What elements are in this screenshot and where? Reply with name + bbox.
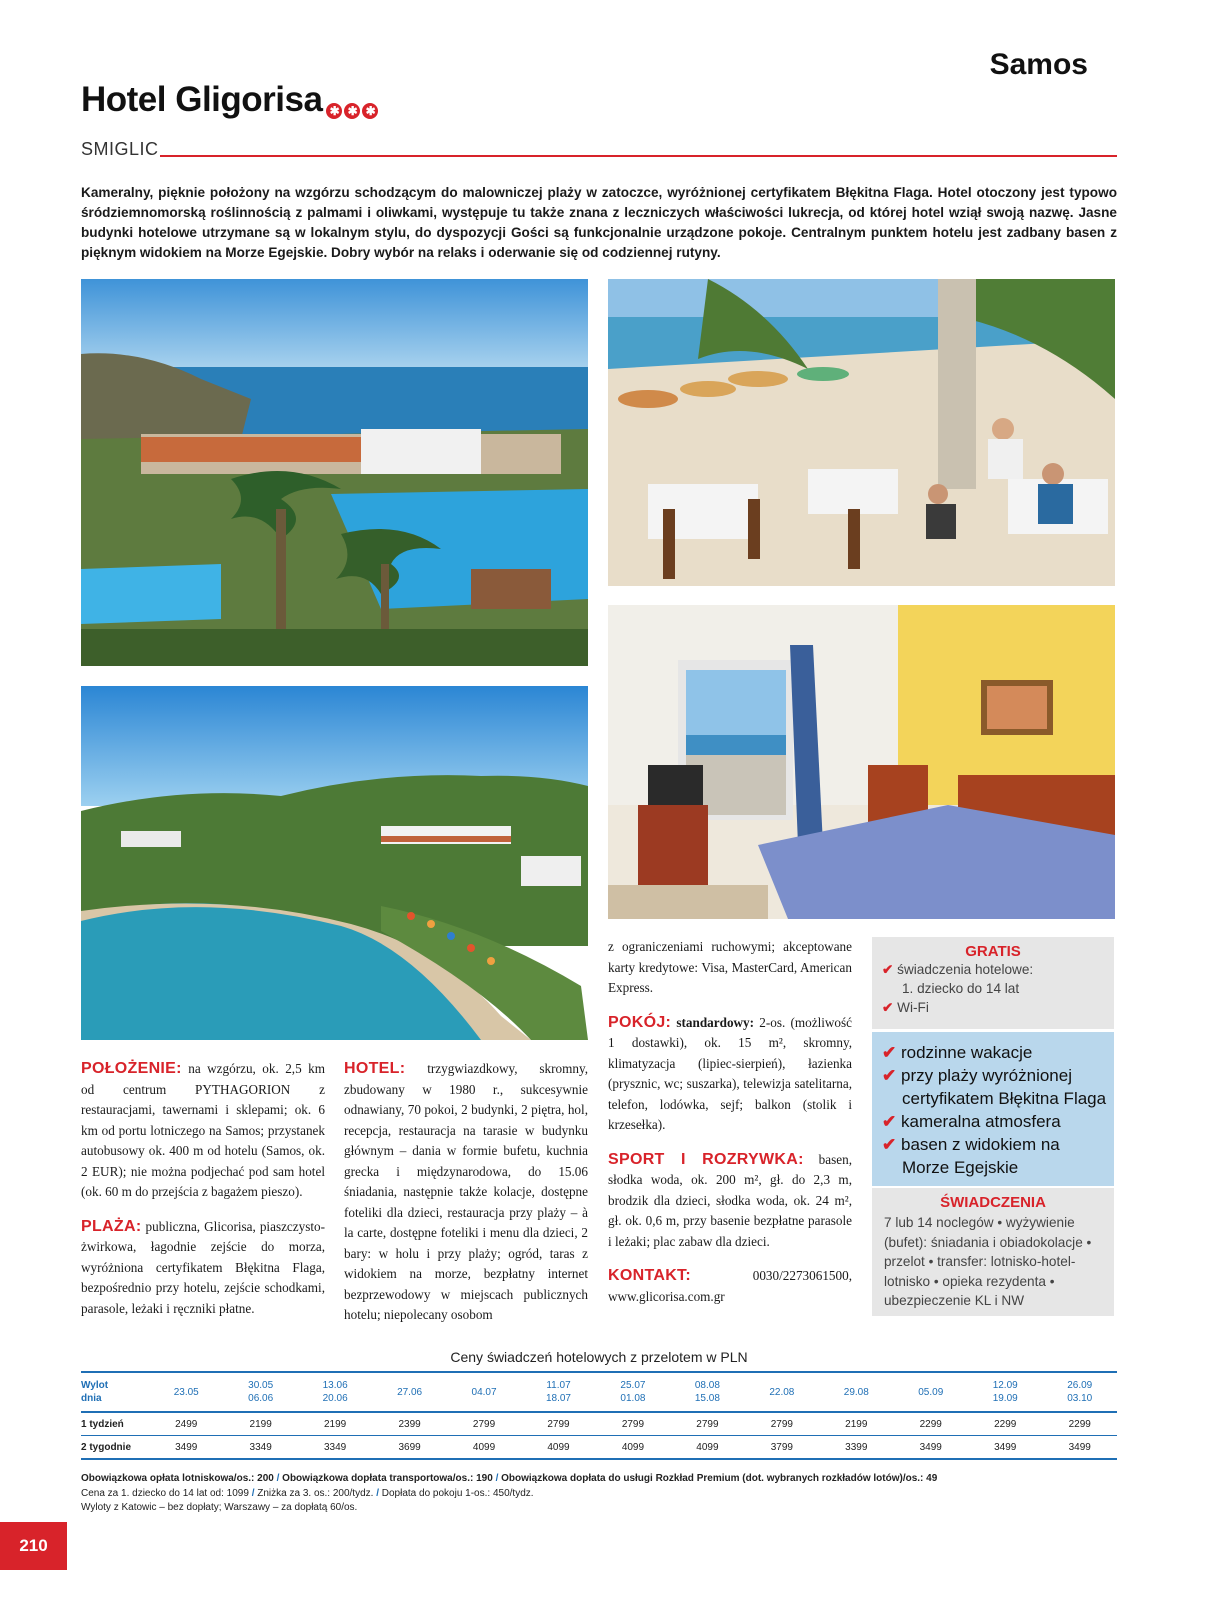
price-cell: 2499 <box>149 1412 223 1436</box>
intro-paragraph: Kameralny, pięknie położony na wzgórzu schodzącym do malowniczej plaży w zatoczce, wyróżnionej certyfikatem Błękitna Flaga. Hotel otoczony jest typowo śródziemnomorską roślinnością z palmami i oliwkami, występuje tu także znana z leczniczych właściwości lukrecja, od której hotel wziął swoją nazwę. Jasne budynki hotelowe utrzymane są w lokalnym stylu, do dyspozycji Gości są funkcjonalnie urządzone pokoje. Centralnym punktem hotelu jest zadbany basen z pięknym widokiem na Morze Egejskie. Dobry wybór na relaks i oderwanie się od codziennej rutyny. <box>81 185 1117 260</box>
departure-date: 27.06 <box>397 1386 423 1398</box>
footnote-line: Wyloty z Katowic – bez dopłaty; Warszawy – za dopłatą 60/os. <box>81 1502 358 1513</box>
duration-label: 1 tydzień <box>81 1412 149 1436</box>
price-cell: 4099 <box>521 1436 595 1460</box>
room-text: 2-os. (możliwość 1 dostawki), ok. 15 m², skromny, klimatyzacja (lipiec-sierpień), łazienka (prysznic, wc; suszarka), telewizja satelitarna, telefon, lodówka, sejf; balkon (stolik i krzesełka). <box>608 1014 853 1132</box>
check-icon: ✔ <box>882 1000 894 1015</box>
price-cell: 3499 <box>968 1436 1042 1460</box>
price-cell: 4099 <box>596 1436 670 1460</box>
hotel-pool-photo <box>81 279 588 666</box>
departure-label-bottom: dnia <box>81 1393 102 1404</box>
services-title: ŚWIADCZENIA <box>940 1194 1046 1211</box>
departure-date: 11.07 <box>546 1380 571 1391</box>
hotel-room-photo <box>608 605 1115 919</box>
room-heading: POKÓJ: <box>608 1013 672 1031</box>
departure-date: 26.09 <box>1067 1380 1093 1391</box>
highlight-item: ✔ rodzinne wakacje <box>882 1043 1033 1062</box>
check-icon: ✔ <box>882 1043 897 1062</box>
contact-text: 0030/2273061500, www.glicorisa.com.gr <box>608 1268 852 1304</box>
column-hotel <box>344 1059 588 1340</box>
departure-date: 05.09 <box>918 1386 944 1398</box>
sport-text: basen, słodka woda, ok. 200 m², gł. do 2,3 m, brodzik dla dzieci, słodka woda, ok. 24 m², gł. ok. 0,6 m, przy basenie bezpłatne parasole i leżaki; plac zabaw dla dzieci. <box>608 1151 852 1249</box>
departure-date-cell <box>894 1372 968 1412</box>
room-type: standardowy: <box>676 1014 755 1030</box>
duration-label: 2 tygodnie <box>81 1436 149 1460</box>
beach-restaurant-photo <box>608 279 1115 586</box>
price-cell: 2199 <box>819 1412 893 1436</box>
departure-date-cell <box>1042 1372 1117 1412</box>
hotel-text-continued: z ograniczeniami ruchowymi; akceptowane karty kredytowe: Visa, MasterCard, American Express. <box>608 939 852 995</box>
gratis-item: ✔ Wi-Fi <box>882 1000 929 1015</box>
departure-date-alt: 19.09 <box>992 1393 1018 1404</box>
services-box <box>872 1188 1114 1316</box>
departure-date-alt: 03.10 <box>1067 1393 1093 1404</box>
departure-date: 23.05 <box>173 1386 199 1398</box>
place-name: SMIGLIC <box>81 139 159 159</box>
price-cell: 3699 <box>372 1436 446 1460</box>
price-cell: 3349 <box>223 1436 297 1460</box>
gratis-item-detail: 1. dziecko do 14 lat <box>902 981 1020 996</box>
highlights-box <box>872 1032 1114 1186</box>
price-cell: 2199 <box>298 1412 372 1436</box>
price-cell: 2799 <box>521 1412 595 1436</box>
departure-date-cell <box>298 1372 372 1412</box>
services-text: 7 lub 14 noclegów • wyżywienie (bufet): śniadania i obiadokolacje • przelot • transfer: lotnisko-hotel-lotnisko • opieka rezydenta • ubezpieczenie KL i NW <box>884 1215 1092 1308</box>
departure-date: 22.08 <box>769 1386 795 1398</box>
price-table-header-row <box>81 1372 1117 1412</box>
price-cell: 2399 <box>372 1412 446 1436</box>
gratis-title: GRATIS <box>965 943 1021 960</box>
star-rating <box>326 84 380 124</box>
price-cell: 4099 <box>447 1436 521 1460</box>
price-cell: 2199 <box>223 1412 297 1436</box>
beach-text: publiczna, Glicorisa, piaszczysto-żwirkowa, łagodnie zejście do morza, wyróżniona certyfikatem Błękitna Flaga, bezpośrednio przy hotelu, zejście schodkami, parasole, leżaki i ręczniki płatne. <box>81 1218 326 1316</box>
departure-date: 29.08 <box>843 1386 869 1398</box>
hotel-text: trzygwiazdkowy, skromny, zbudowany w 1980 r., sukcesywnie odnawiany, 70 pokoi, 2 budynki, 2 piętra, hol, recepcja, restauracja na tarasie w budynku głównym – dania w formie bufetu, kuchnia grecka i międzynarodowa, do 15.06 śniadania, następnie także kolacje, dostępne foteliki dla dzieci, restauracja przy plaży – à la carte, dostępne foteliki i menu dla dzieci, 2 bary: w holu i przy plaży; ogród, taras z widokiem na morze, bezpłatny internet bezprzewodowy w miejscach publicznych hotelu; niepolecany osobom <box>344 1061 588 1322</box>
price-cell: 3399 <box>819 1436 893 1460</box>
departure-date: 30.05 <box>248 1380 274 1391</box>
location-text: na wzgórzu, ok. 2,5 km od centrum PYTHAGORION z restauracjami, tawernami i sklepami; ok. 6 km od portu lotniczego na Samos; przystanek autobusowy ok. 400 m od hotelu (Samos, ok. 2 EUR); nie można podjechać pod sam hotel (ok. 60 m do przejścia z bagażem pieszo). <box>81 1061 326 1199</box>
beach-heading: PLAŻA: <box>81 1217 142 1235</box>
departure-date-alt: 20.06 <box>322 1393 348 1404</box>
departure-label-top: Wylot <box>81 1380 109 1391</box>
departure-date-cell <box>223 1372 297 1412</box>
departure-date-cell <box>447 1372 521 1412</box>
price-cell: 2299 <box>1042 1412 1117 1436</box>
departure-date: 25.07 <box>620 1380 646 1391</box>
departure-date: 08.08 <box>694 1380 720 1391</box>
departure-date: 04.07 <box>471 1386 497 1398</box>
page-number: 210 <box>0 1522 67 1570</box>
column-location-beach <box>81 1059 325 1333</box>
star-icon: ✱ <box>326 103 342 119</box>
departure-label <box>81 1372 149 1412</box>
footnotes <box>81 1472 1117 1516</box>
departure-date-alt: 01.08 <box>620 1393 646 1404</box>
price-table-title: Ceny świadczeń hotelowych z przelotem w PLN <box>450 1349 748 1365</box>
hotel-name: Hotel Gligorisa <box>81 80 323 119</box>
gratis-item: ✔ świadczenia hotelowe: <box>882 962 1034 977</box>
price-cell: 3499 <box>1042 1436 1117 1460</box>
highlight-item: ✔ kameralna atmosfera <box>882 1112 1061 1131</box>
check-icon: ✔ <box>882 962 894 977</box>
region-name: Samos <box>989 48 1088 81</box>
price-cell: 2799 <box>596 1412 670 1436</box>
sport-heading: SPORT I ROZRYWKA: <box>608 1150 804 1168</box>
bay-beach-photo <box>81 686 588 1040</box>
departure-date-alt: 18.07 <box>545 1393 571 1404</box>
departure-date: 12.09 <box>992 1380 1018 1391</box>
departure-date-cell <box>670 1372 744 1412</box>
price-cell: 2799 <box>745 1412 819 1436</box>
departure-date-cell <box>819 1372 893 1412</box>
footnote-line: Obowiązkowa opłata lotniskowa/os.: 200 / Obowiązkowa dopłata transportowa/os.: 190 / Obowiązkowa dopłata do usługi Rozkład Premium (dot. wybranych rozkładów lotów)/os.: 49 <box>81 1473 938 1484</box>
contact-heading: KONTAKT: <box>608 1267 691 1284</box>
departure-date: 13.06 <box>322 1380 348 1391</box>
hotel-heading: HOTEL: <box>344 1060 406 1077</box>
highlight-item: ✔ przy plaży wyróżnionej <box>882 1066 1072 1085</box>
price-cell: 3499 <box>894 1436 968 1460</box>
departure-date-cell <box>596 1372 670 1412</box>
departure-date-cell <box>521 1372 595 1412</box>
price-table <box>81 1371 1117 1460</box>
highlight-item-cont: Morze Egejskie <box>902 1158 1019 1177</box>
column-room-sport-contact <box>608 937 852 1321</box>
price-cell: 2799 <box>670 1412 744 1436</box>
location-heading: POŁOŻENIE: <box>81 1060 182 1077</box>
price-cell: 2299 <box>968 1412 1042 1436</box>
table-row <box>81 1436 1117 1460</box>
departure-date-alt: 15.08 <box>694 1393 720 1404</box>
price-cell: 3799 <box>745 1436 819 1460</box>
price-cell: 3349 <box>298 1436 372 1460</box>
price-cell: 2299 <box>894 1412 968 1436</box>
footnote-line: Cena za 1. dziecko do 14 lat od: 1099 / Zniżka za 3. os.: 200/tydz. / Dopłata do pokoju 1-os.: 450/tydz. <box>81 1487 534 1499</box>
highlight-item-cont: certyfikatem Błękitna Flaga <box>902 1089 1107 1108</box>
check-icon: ✔ <box>882 1135 897 1154</box>
price-cell: 2799 <box>447 1412 521 1436</box>
highlight-item: ✔ basen z widokiem na <box>882 1135 1060 1154</box>
table-row <box>81 1412 1117 1436</box>
star-icon: ✱ <box>344 103 360 119</box>
check-icon: ✔ <box>882 1066 897 1085</box>
departure-date-cell <box>372 1372 446 1412</box>
hotel-title <box>81 80 380 120</box>
check-icon: ✔ <box>882 1112 897 1131</box>
header-divider <box>160 155 1117 157</box>
star-icon: ✱ <box>362 103 378 119</box>
departure-date-cell <box>745 1372 819 1412</box>
departure-date-cell <box>149 1372 223 1412</box>
departure-date-alt: 06.06 <box>248 1393 274 1404</box>
price-cell: 3499 <box>149 1436 223 1460</box>
price-cell: 4099 <box>670 1436 744 1460</box>
departure-date-cell <box>968 1372 1042 1412</box>
gratis-box <box>872 937 1114 1029</box>
